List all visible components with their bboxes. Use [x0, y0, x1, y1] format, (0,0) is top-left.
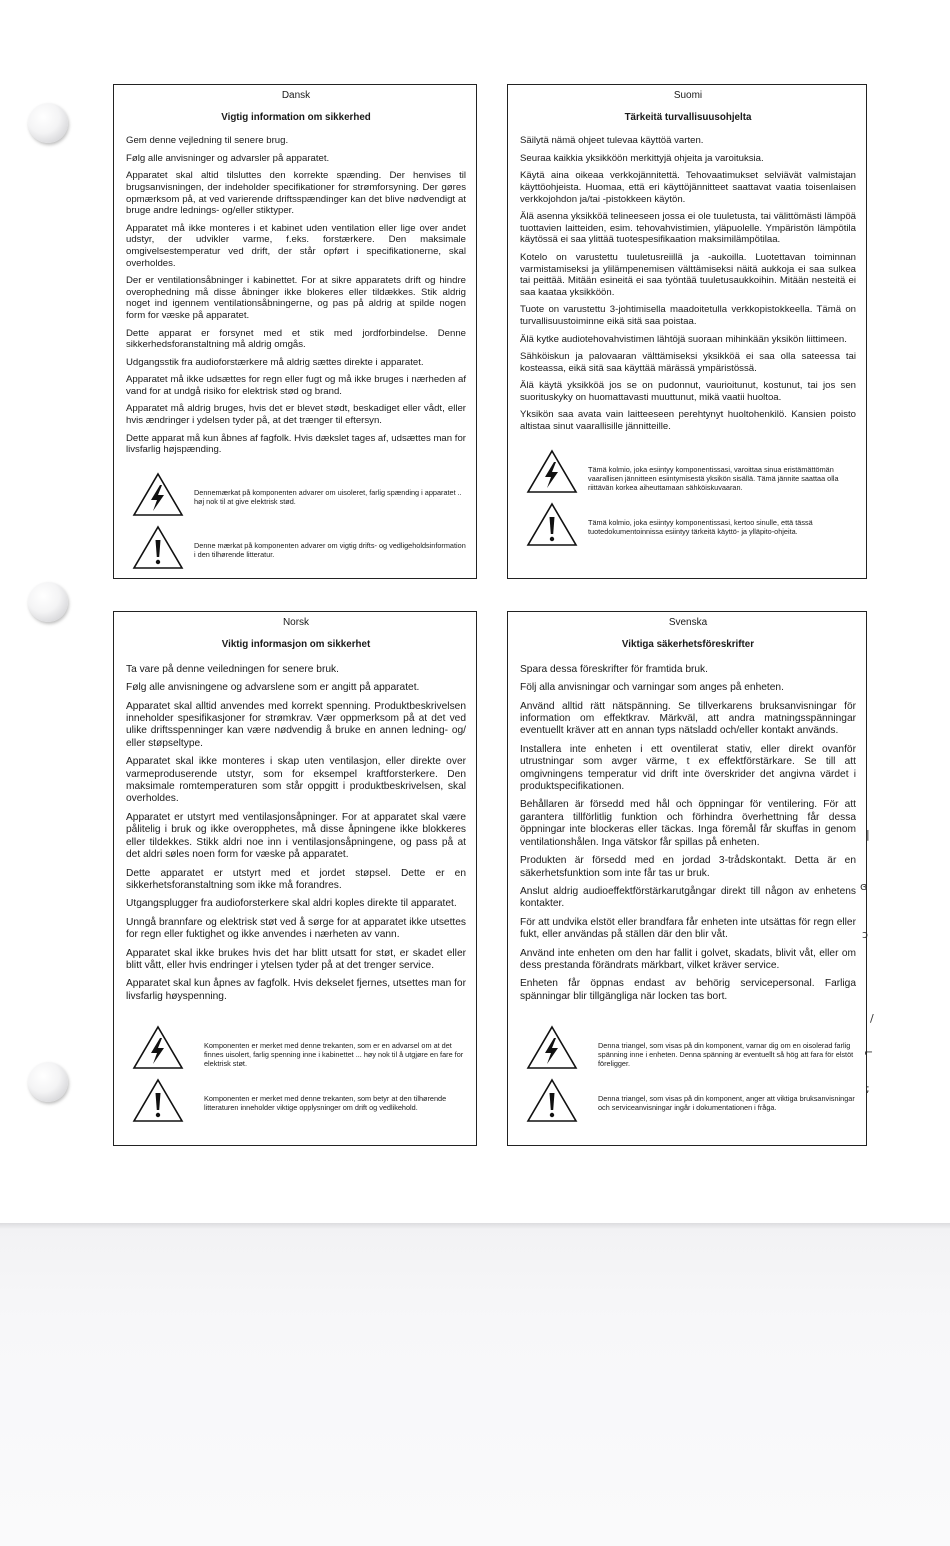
- paragraph: Sähköiskun ja palovaaran välttämiseksi yksikköä ei saa olla sateessa tai kosteassa, eikä sitä saa käyttää märässä ympäristössä.: [520, 351, 856, 374]
- paragraph: Dette apparatet er utstyrt med et jordet støpsel. Dette er en sikkerhetsforanstaltning som ikke må forandres.: [126, 867, 466, 891]
- binder-hole: [28, 103, 68, 143]
- paragraph: Apparatet skal altid tilsluttes den korrekte spænding. Der henvises til brugsanvisningen, der indeholder specifikationer for strømforsyning. Der gøres opmærksom på, at ved varierende driftsspændinger kan det blive nødvendigt at bruge andre lednings- og/eller stiktyper.: [126, 170, 466, 217]
- margin-mark: ɞ: [860, 880, 868, 893]
- paragraph: Säilytä nämä ohjeet tulevaa käyttöä varten.: [520, 135, 704, 147]
- paragraph: Apparatet skal ikke brukes hvis det har blitt utsatt for støt, er skadet eller blitt vått, eller hvis endringer i ytelsen tyder på at det trenger service.: [126, 947, 466, 971]
- paragraph: Utgangsplugger fra audioforsterkere skal aldri koples direkte til apparatet.: [126, 898, 457, 910]
- paragraph: Spara dessa föreskrifter för framtida bruk.: [520, 663, 708, 675]
- paragraph: Kotelo on varustettu tuuletusreiillä ja -aukoilla. Luotettavan toiminnan varmistamiseksi ja ylilämpenemisen välttämiseksi näitä aukkoja ei saa sulkea tai peittää. Mitään esineitä ei saa työntää tuuletusaukkoihin. Mitään nesteitä ei saa kaataa yksikköön.: [520, 251, 856, 298]
- warning-electric: [126, 472, 466, 517]
- section-norsk: [113, 611, 477, 1146]
- lightning-triangle-icon: [526, 1025, 578, 1070]
- binder-hole: [28, 1062, 68, 1102]
- section-dansk: [113, 84, 477, 579]
- language-heading: Norsk: [282, 617, 310, 628]
- paragraph: Enheten får öppnas endast av behörig servicepersonal. Farliga spänningar blir tillgängliga när locken tas bort.: [520, 978, 856, 1002]
- warning-electric: [520, 1025, 856, 1070]
- warning-text: Komponenten er merket med denne trekanten, som betyr at den tilhørende litteraturen inneholder viktige opplysninger om drift og vedlikehold.: [204, 1094, 447, 1113]
- warning-electric: [126, 1025, 466, 1070]
- paragraph: Älä kytke audiotehovahvistimen lähtöjä suoraan mihinkään yksikön liittimeen.: [520, 333, 847, 345]
- section-title: Vigtig information om sikkerhed: [221, 111, 371, 123]
- exclamation-triangle-icon: [132, 1078, 184, 1123]
- paragraph: Produkten är försedd med en jordad 3-trådskontakt. Detta är en säkerhetsfunktion som inte får tas ur bruk.: [520, 855, 856, 879]
- paragraph: Dette apparat er forsynet med et stik med jordforbindelse. Denne sikkerhedsforanstaltning må aldrig omgås.: [126, 327, 466, 351]
- language-heading: Suomi: [673, 90, 703, 101]
- lightning-triangle-icon: [132, 472, 184, 517]
- paragraph: Der er ventilationsåbninger i kabinettet. For at sikre apparatets drift og hindre overophedning må disse åbninger ikke blokeres eller tildækkes. Stik aldrig noget ind igennem ventilationsåbningerne, og pas på aldrig at spilde nogen form for væske på apparatet.: [126, 275, 466, 321]
- paragraph: Apparatet må ikke udsættes for regn eller fugt og må ikke bruges i nærheden af vand for at undgå risiko for elektrisk stød og brand.: [126, 374, 466, 397]
- lightning-triangle-icon: [526, 449, 578, 494]
- margin-mark: ɔ: [862, 928, 869, 941]
- exclamation-triangle-icon: [132, 525, 184, 570]
- warning-attention: [126, 525, 466, 570]
- paragraph: Apparatet må aldrig bruges, hvis det er blevet stødt, beskadiget eller vådt, eller hvis ændringer i ydelsen tyder på, at det trænger til eftersyn.: [126, 403, 466, 427]
- warning-text: Dennemærkat på komponenten advarer om uisoleret, farlig spænding i apparatet .. høj nok til at give elektrisk stød.: [194, 487, 462, 506]
- warning-text: Tämä kolmio, joka esiintyy komponentissasi, varoittaa sinua eristämättömän vaarallisen jännitteen esiintymisestä yksikön sisällä. Tämä jännite saattaa olla riittävän korkea aiheuttamaan sähköiskuvaaran.: [588, 464, 839, 492]
- paragraph: Udgangsstik fra audioforstærkere må aldrig sættes direkte i apparatet.: [126, 356, 424, 368]
- paragraph: Unngå brannfare og elektrisk støt ved å sørge for at apparatet ikke utsettes for regn eller fuktighet og ikke anvendes i nærheten av vann.: [126, 916, 466, 941]
- paragraph: För att undvika elstöt eller brandfara får enheten inte utsättas för regn eller fukt, eller användas på ställen där den blir våt.: [520, 916, 856, 941]
- section-svenska: [507, 611, 867, 1146]
- warning-attention: [126, 1078, 466, 1123]
- language-heading: Svenska: [668, 617, 708, 628]
- paragraph: Använd alltid rätt nätspänning. Se tillverkarens bruksanvisningar för information om effektkrav. Märkväl, att andra matningsspänningar eventuellt kräver att en annan typs nätsladd och/eller kontakt används.: [520, 700, 856, 737]
- paragraph: Installera inte enheten i ett oventilerat stativ, eller direkt ovanför utrustningar som avger värme, t ex effektförstärkare. Se till att omgivningens temperatur vid drift inte överskrider det angivna värdet i produktspecifikationen.: [520, 743, 856, 793]
- margin-mark: ⌐: [864, 1046, 874, 1059]
- exclamation-triangle-icon: [526, 502, 578, 547]
- paragraph: Älä käytä yksikköä jos se on pudonnut, vaurioitunut, kostunut, tai jos sen suorituskyky on huomattavasti muuttunut, mikä vaatii huoltoa.: [520, 380, 856, 403]
- paragraph: Følg alle anvisninger og advarsler på apparatet.: [126, 152, 330, 164]
- paragraph: Yksikön saa avata vain laitteeseen perehtynyt huoltohenkilö. Kansien poisto altistaa sinut vaarallisille jännitteille.: [520, 409, 856, 433]
- margin-mark: |: [866, 828, 870, 841]
- paragraph: Apparatet skal kun åpnes av fagfolk. Hvis dekselet fjernes, utsettes man for livsfarlig høyspenning.: [126, 978, 466, 1002]
- paragraph: Anslut aldrig audioeffektförstärkarutgångar direkt till någon av enhetens kontakter.: [520, 885, 856, 910]
- paragraph: Seuraa kaikkia yksikköön merkittyjä ohjeita ja varoituksia.: [520, 152, 764, 164]
- paragraph: Älä asenna yksikköä telineeseen jossa ei ole tuuletusta, tai välittömästi lämpöä tuottavien laitteiden, esim. tehovahvistimien, yläpuolelle. Ympäristön lämpötila käytössä ei saa ylittää tuotespesifikaation maksimilämpötilaa.: [520, 211, 856, 246]
- language-heading: Dansk: [281, 90, 311, 101]
- binder-hole: [28, 582, 68, 622]
- warning-text: Denne mærkat på komponenten advarer om vigtig drifts- og vedligeholdsinformation i den tilhørende litteratur.: [194, 540, 466, 559]
- paragraph: Apparatet er utstyrt med ventilasjonsåpninger. For at apparatet skal være pålitelig i bruk og ikke overopphetes, må disse åpningene ikke blokkeres eller tildekkes. Stikk aldri noe inn i ventilasjonsåpningene, og pass på at det aldri søles noen form for væske på apparatet.: [126, 811, 466, 861]
- paragraph: Apparatet skal alltid anvendes med korrekt spenning. Produktbeskrivelsen inneholder spesifikasjoner for strømkrav. Vær oppmerksom på at det ved ulike driftsspenninger kan være nødvendig å bruke en annen ledning- og/ eller støpseltype.: [126, 700, 466, 749]
- section-suomi: [507, 84, 867, 579]
- warning-text: Komponenten er merket med denne trekanten, som er en advarsel om at det finnes uisolert, farlig spenning inne i kabinettet ... høy nok til å utgjøre en fare for elektrisk støt.: [204, 1041, 464, 1069]
- paragraph: Behållaren är försedd med hål och öppningar för ventilering. För att garantera tillförlitlig funktion och förhindra överhettning får dessa öppningar inte blockeras eller täckas. Inga föremål får skuffas in genom ventilationshålen. Inga vätskor får spillas på enheten.: [520, 799, 856, 848]
- paragraph: Käytä aina oikeaa verkkojännitettä. Tehovaatimukset selviävät valmistajan käyttöohjeista. Huomaa, että eri käyttöjännitteet saattavat vaatia toisenlaisen verkkojohdon ja/tai -pistokkeen käytön.: [520, 170, 856, 205]
- paragraph: Dette apparat må kun åbnes af fagfolk. Hvis dækslet tages af, udsættes man for livsfarlig højspænding.: [126, 432, 466, 456]
- paragraph: Følg alle anvisningene og advarslene som er angitt på apparatet.: [126, 682, 420, 694]
- warning-text: Denna triangel, som visas på din komponent, varnar dig om en oisolerad farlig spänning inne i enheten. Denna spänning är eventuellt så hög att fara för elstöt föreligger.: [598, 1041, 854, 1069]
- paragraph: Apparatet må ikke monteres i et kabinet uden ventilation eller lige over andet udstyr, der udvikler varme, f.eks. forstærkere. Den maksimale omgivelsestemperatur ved drift, der står opført i specifikationerne, skal overholdes.: [126, 222, 466, 269]
- warning-attention: [520, 1078, 856, 1123]
- section-title: Tärkeitä turvallisuusohjelta: [624, 111, 752, 123]
- margin-mark: ;: [866, 1082, 870, 1095]
- page-bottom-shadow: [0, 1223, 950, 1546]
- lightning-triangle-icon: [132, 1025, 184, 1070]
- section-title: Viktig informasjon om sikkerhet: [221, 639, 371, 651]
- paragraph: Använd inte enheten om den har fallit i golvet, skadats, blivit våt, eller om dess prestanda förändrats märkbart, vilket kräver service.: [520, 947, 856, 971]
- paragraph: Tuote on varustettu 3-johtimisella maadoitetulla verkkopistokkeella. Tämä on turvallisuustoiminne eikä sitä saa poistaa.: [520, 304, 856, 327]
- paragraph: Ta vare på denne veiledningen for senere bruk.: [126, 663, 339, 675]
- warning-text: Denna triangel, som visas på din komponent, anger att viktiga bruksanvisningar och serviceanvisningar ingår i dokumentationen i fråga.: [598, 1094, 855, 1113]
- warning-text: Tämä kolmio, joka esiintyy komponentissasi, kertoo sinulle, että tässä tuotedokumentoinnissa esiintyy tärkeitä käyttö- ja ylläpito-ohjeita.: [588, 517, 813, 536]
- section-title: Viktiga säkerhetsföreskrifter: [621, 639, 755, 651]
- margin-mark: /: [870, 1012, 874, 1025]
- paragraph: Följ alla anvisningar och varningar som anges på enheten.: [520, 682, 784, 694]
- paragraph: Apparatet skal ikke monteres i skap uten ventilasjon, eller direkte over varmeproduserende utstyr, som for eksempel kraftforsterkere. Den maksimale romtemperaturen som står oppgitt i produktbeskrivelsen, skal overholdes.: [126, 756, 466, 805]
- exclamation-triangle-icon: [526, 1078, 578, 1123]
- warning-attention: [520, 502, 856, 547]
- warning-electric: [520, 449, 856, 494]
- paragraph: Gem denne vejledning til senere brug.: [126, 135, 289, 147]
